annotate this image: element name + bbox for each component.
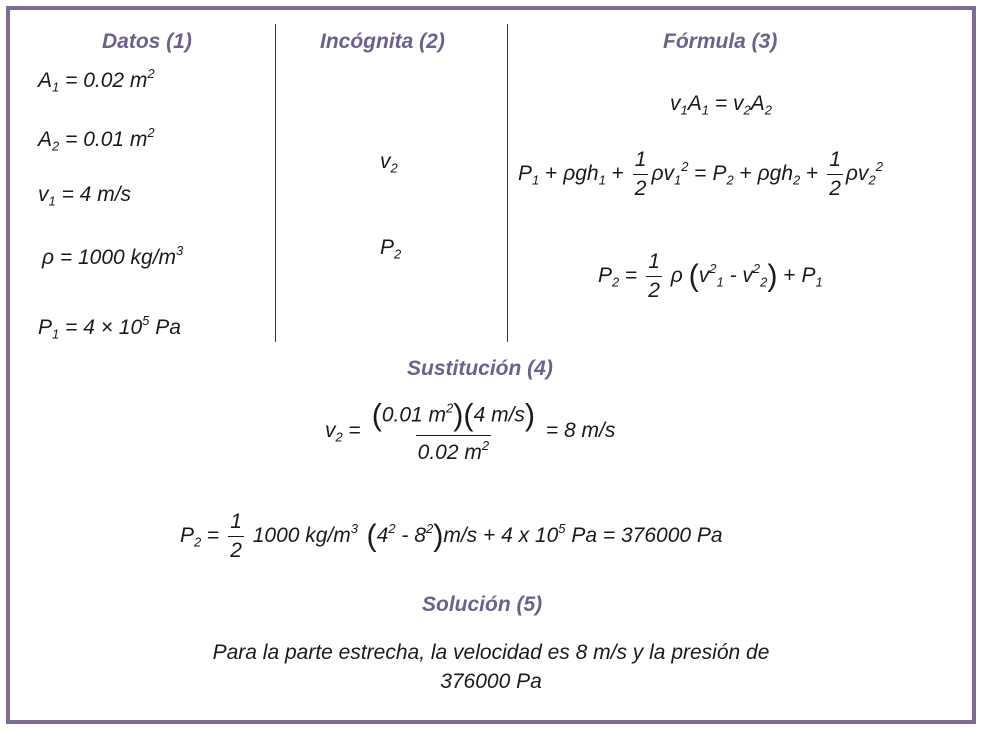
solucion-line-2: 376000 Pa <box>440 670 542 693</box>
formula-p2-solved: $P_2$ = $\frac{1}{2}$ ρ $(v^2_1 - v^2_2) + P_1$ <box>598 250 823 302</box>
dato-area-2: $A_2 = 0.01$ $m^2$ <box>38 125 155 154</box>
sustitucion-p2: $P_2$ = $\frac{1}{2}$ 1000 $kg/m^3$ $(4^2 - 8^2)m/s + 4$ x $10^5$ Pa = 376000 Pa <box>180 510 723 562</box>
header-sustitucion: Sustitución (4) <box>407 357 553 380</box>
incognita-v2: $v_2$ <box>380 150 398 176</box>
header-incognita: Incógnita (2) <box>320 30 445 53</box>
dato-velocity-1: $v_1 = 4$ m/s <box>38 183 132 209</box>
incognita-p2: $P_2$ <box>380 236 402 262</box>
column-divider-left <box>275 24 276 342</box>
solucion-line-1: Para la parte estrecha, la velocidad es 8 m/s y la presión de <box>212 641 770 664</box>
column-divider-right <box>507 24 508 342</box>
dato-area-1: $A_1 = 0.02$ $m^2$ <box>38 66 155 95</box>
sustitucion-v2: $v_2$ = $\frac{(0.01 m^2)(4 m/s)}{0.02 m^2}$ = 8 m/s <box>325 398 616 465</box>
formula-continuity: $v_1A_1 = v_2A_2$ <box>670 92 772 118</box>
dato-density: ρ = 1000 $kg/m^3$ <box>42 243 184 270</box>
formula-bernoulli: $P_1 + \rho gh_1$ + $\frac{1}{2}$ $\rho v_1^2 = P_2 + \rho gh_2$ + $\frac{1}{2}$ $\rho v_2^2$ <box>518 148 883 200</box>
header-formula: Fórmula (3) <box>663 30 778 53</box>
dato-pressure-1: $P_1 = 4 \times 10^5$ Pa <box>38 313 181 342</box>
header-solucion: Solución (5) <box>422 593 543 616</box>
header-datos: Datos (1) <box>102 30 192 53</box>
